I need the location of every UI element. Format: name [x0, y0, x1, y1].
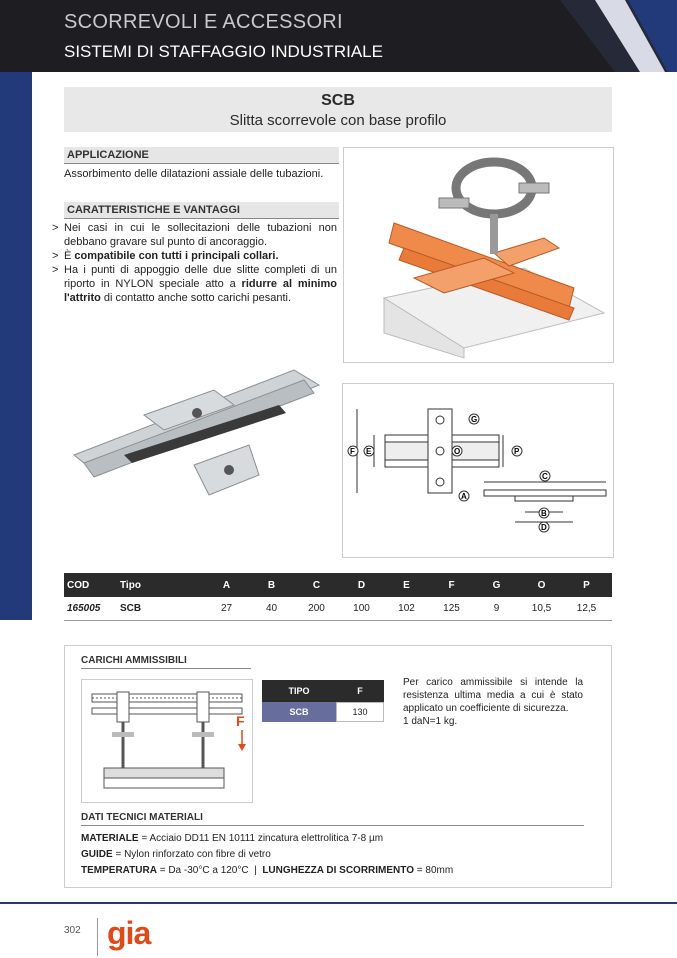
header-bar	[0, 0, 677, 72]
label-B: B	[541, 509, 547, 518]
force-arrow-icon	[237, 730, 247, 752]
dati-tecnici-heading: DATI TECNICI MATERIALI	[81, 812, 584, 826]
label-C: C	[542, 472, 548, 481]
table-row: 165005 SCB 27 40 200 100 102 125 9 10,5 12,5	[64, 597, 612, 621]
label-F: F	[350, 447, 355, 456]
applicazione-heading: APPLICAZIONE	[64, 147, 339, 164]
label-G: G	[471, 415, 478, 424]
loads-table	[262, 680, 384, 722]
load-diagram	[81, 679, 253, 803]
list-item: > Nei casi in cui le sollecitazioni delle tubazioni non debbano gravare sul punto di ancoraggio.	[52, 222, 337, 248]
logo-separator	[97, 918, 98, 956]
category-title: SCORREVOLI E ACCESSORI	[64, 11, 343, 33]
technical-drawing	[342, 383, 614, 558]
brand-logo: gia	[107, 915, 151, 951]
spec-materiale: MATERIALE = Acciaio DD11 EN 10111 zincatura elettrolitica 7-8 µm	[81, 833, 384, 844]
list-item: > Ha i punti di appoggio delle due slitte completi di un riporto in NYLON speciale atto a ridurre al minimo l'attrito di contatto anche sotto carichi pesanti.	[52, 264, 337, 304]
product-code: SCB	[321, 92, 355, 109]
label-D: D	[541, 523, 547, 532]
dimensions-table	[64, 573, 612, 621]
side-band	[0, 72, 32, 620]
dimension-drawing	[343, 384, 613, 557]
carichi-heading: CARICHI AMMISSIBILI	[81, 655, 251, 669]
load-note: Per carico ammissibile si intende la resistenza ultima media a cui è stato applicato un coefficiente di sicurezza. 1 daN=1 kg.	[403, 677, 583, 727]
page-number: 302	[64, 925, 81, 936]
product-title-box	[64, 87, 612, 132]
product-photo	[64, 345, 339, 510]
table-row: SCB 130	[262, 702, 384, 722]
section-title: SISTEMI DI STAFFAGGIO INDUSTRIALE	[64, 42, 383, 61]
caratteristiche-list	[52, 221, 337, 305]
assembly-drawing	[344, 148, 613, 362]
label-O: O	[454, 447, 461, 456]
force-label: F	[236, 713, 245, 729]
label-A: A	[461, 492, 467, 501]
label-E: E	[366, 447, 372, 456]
spec-guide: GUIDE = Nylon rinforzato con fibre di vetro	[81, 849, 271, 860]
caratteristiche-heading: CARATTERISTICHE E VANTAGGI	[64, 202, 339, 219]
footer-divider	[0, 902, 677, 904]
spec-temperatura: TEMPERATURA = Da -30°C a 120°C | LUNGHEZZA DI SCORRIMENTO = 80mm	[81, 865, 454, 876]
load-drawing	[82, 680, 252, 802]
assembly-illustration	[343, 147, 614, 363]
table-header: TIPO F	[262, 680, 384, 702]
list-item: > È compatibile con tutti i principali collari.	[52, 250, 279, 262]
table-header: COD Tipo A B C D E F G O P	[64, 573, 612, 597]
product-subtitle: Slitta scorrevole con base profilo	[229, 112, 447, 129]
label-P: P	[514, 447, 520, 456]
applicazione-text: Assorbimento delle dilatazioni assiale delle tubazioni.	[64, 168, 324, 180]
loads-and-specs-box	[64, 645, 612, 888]
